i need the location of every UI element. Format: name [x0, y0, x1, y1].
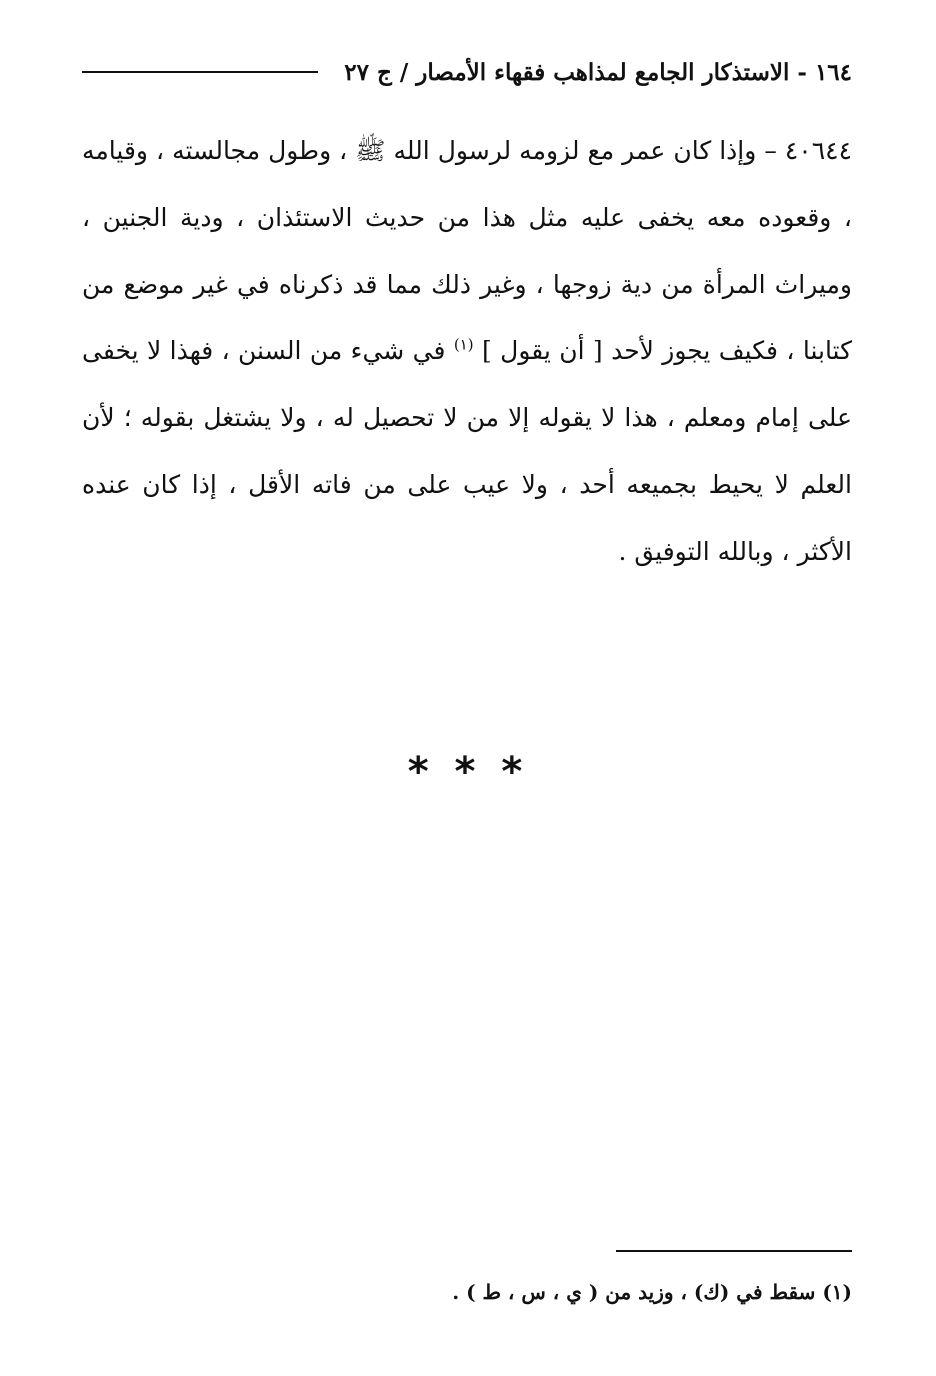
header-rule — [82, 71, 318, 73]
footnote-rule — [616, 1250, 852, 1252]
paragraph-text-part-1: – وإذا كان عمر مع لزومه لرسول الله ﷺ ، وطول مجالسته ، وقيامه ، وقعوده معه يخفى عليه مثل هذا من حديث الاستئذان ، ودية الجنين ، وميراث المرأة من دية زوجها ، وغير ذلك مما قد ذكرناه في غير موضع من كتابنا ، فكيف يجوز لأحد [ أن يقول ] — [82, 136, 853, 366]
section-separator: * * * — [407, 749, 529, 795]
paragraph-number: ٤٠٦٤٤ — [784, 136, 852, 165]
footnote-reference[interactable]: (١) — [453, 336, 474, 355]
body-paragraph — [82, 118, 852, 586]
footnote — [82, 1276, 852, 1308]
running-head-text: ١٦٤ - الاستذكار الجامع لمذاهب فقهاء الأمصار / ج ٢٧ — [344, 58, 852, 86]
footnote-text: سقط في (ك) ، وزيد من ( ي ، س ، ط ) . — [452, 1280, 823, 1304]
running-head — [82, 52, 852, 92]
paragraph-text-part-2: في شيء من السنن ، فهذا لا يخفى على إمام ومعلم ، هذا لا يقوله إلا من لا تحصيل له ، ولا يشتغل بقوله ؛ لأن العلم لا يحيط بجميعه أحد ، ولا عيب على من فاته الأقل ، إذا كان عنده الأكثر ، وبالله التوفيق . — [82, 336, 852, 566]
footnote-marker: (١) — [822, 1280, 852, 1304]
